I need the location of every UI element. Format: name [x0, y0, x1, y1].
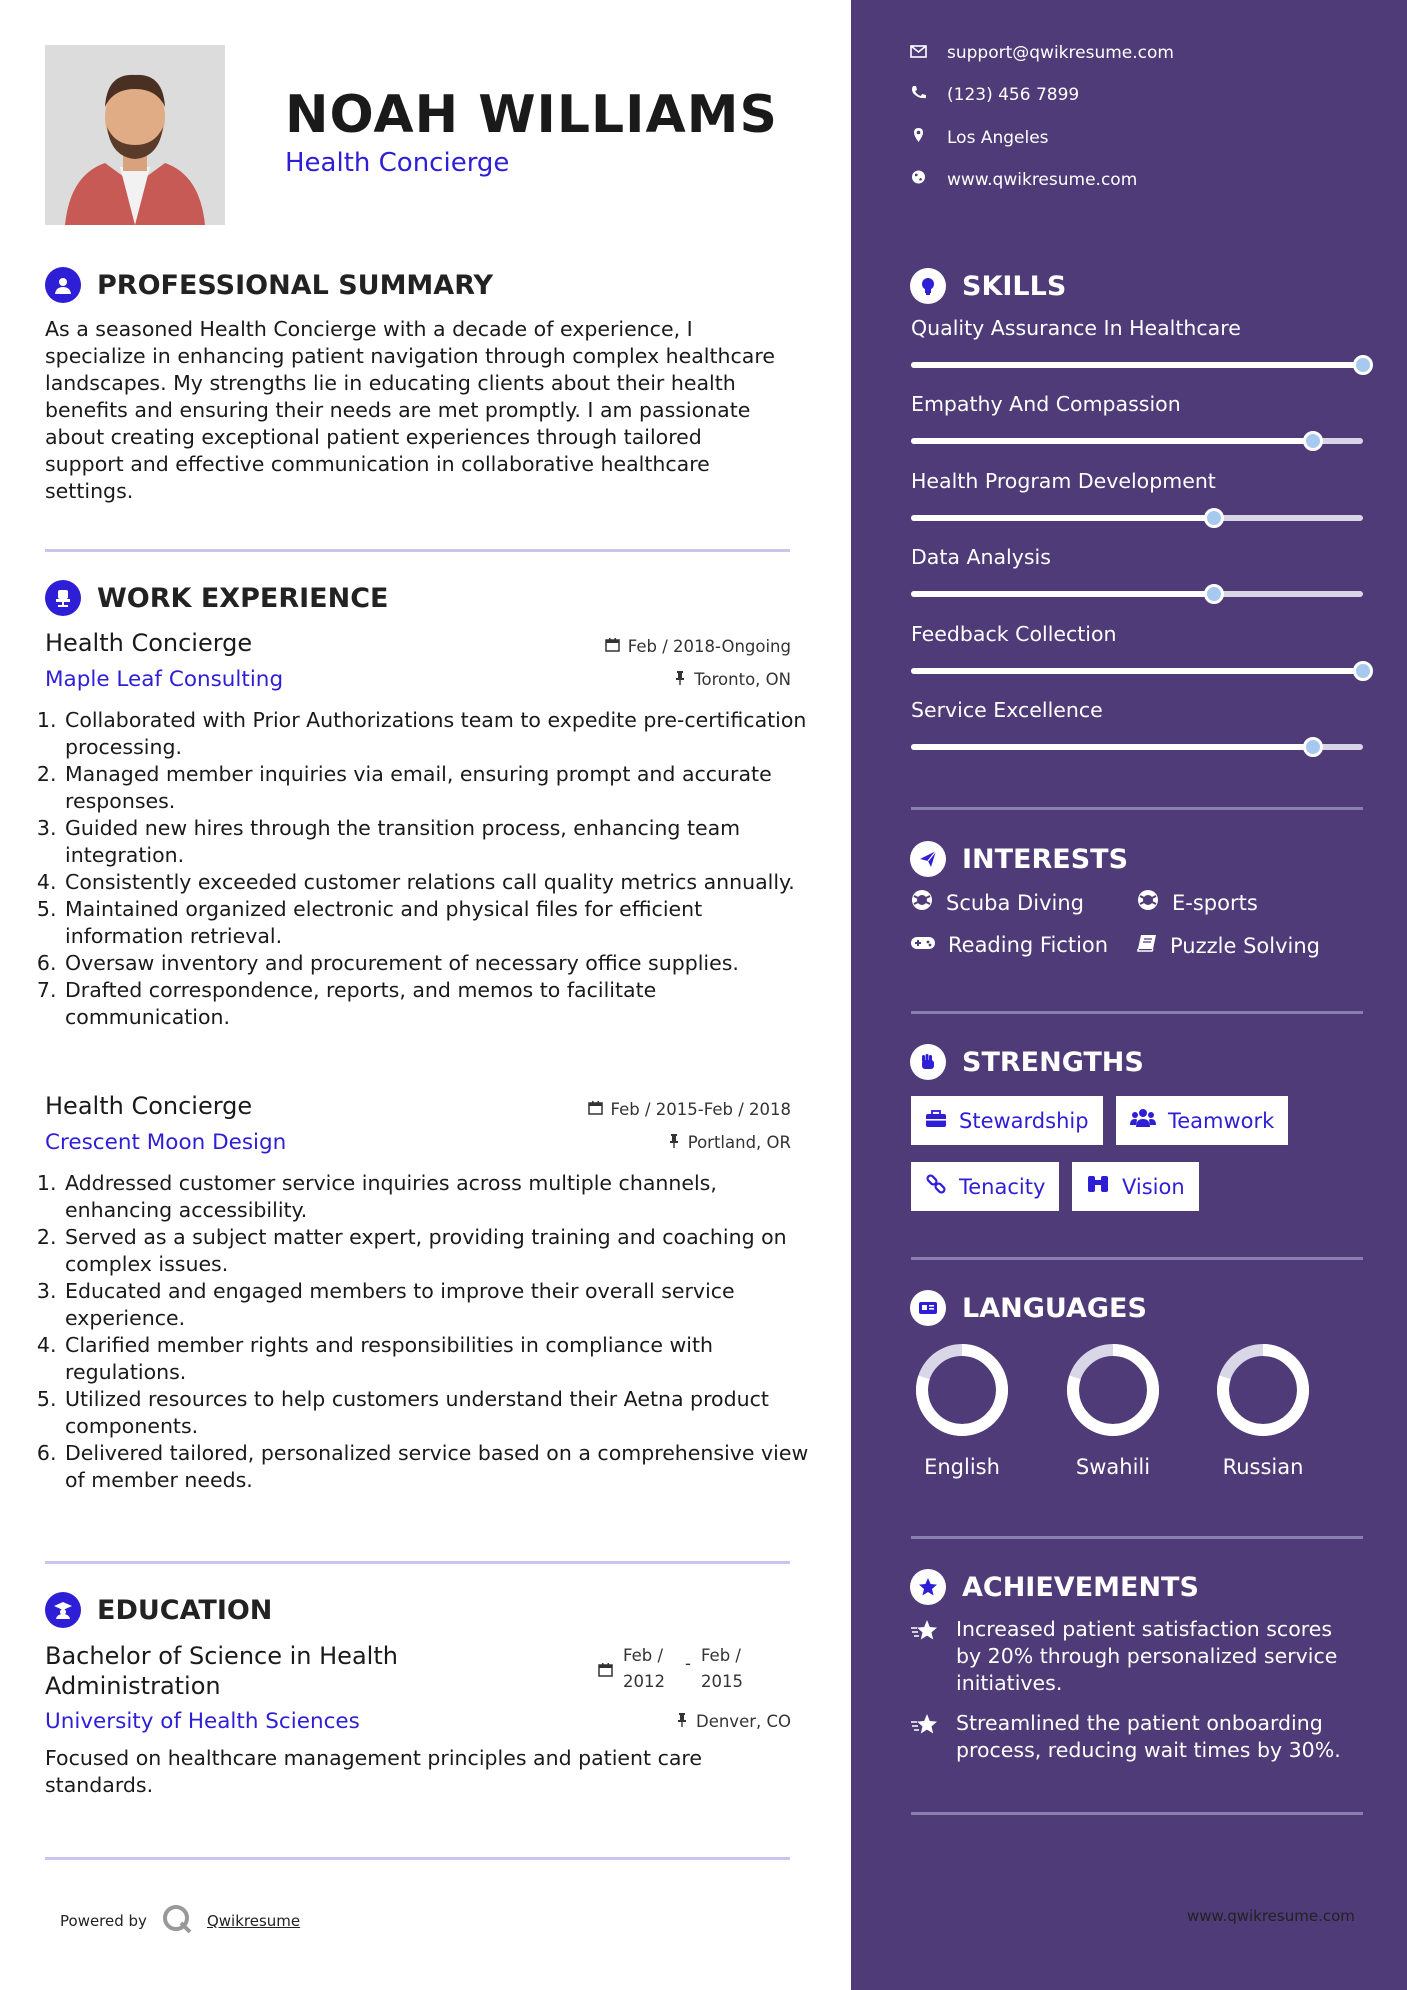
skill-bar-knob — [1353, 661, 1373, 681]
interest-label: E-sports — [1172, 890, 1258, 915]
list-item: 3. Educated and engaged members to improve their overall service experience. — [63, 1278, 813, 1332]
skill-bar — [911, 744, 1363, 750]
skill-bar — [911, 438, 1363, 444]
strength-chip — [911, 1162, 1059, 1211]
skill-bar-knob — [1204, 508, 1224, 528]
candidate-name: NOAH WILLIAMS — [285, 85, 778, 145]
contact-website[interactable] — [910, 169, 1137, 190]
chair-icon — [45, 580, 81, 616]
education-dates — [598, 1643, 743, 1695]
id-card-icon — [910, 1290, 946, 1326]
interests-heading — [910, 841, 1128, 877]
skill-bar-fill — [911, 362, 1363, 368]
strengths-heading-text: STRENGTHS — [962, 1046, 1144, 1078]
skill-name: Health Program Development — [911, 468, 1216, 493]
education-start — [623, 1643, 675, 1695]
job-bullets — [45, 1170, 813, 1494]
binoculars-icon — [1086, 1174, 1110, 1199]
divider — [911, 1812, 1363, 1815]
skill-bar — [911, 362, 1363, 368]
date-separator: - — [685, 1654, 691, 1673]
strength-label: Vision — [1122, 1174, 1185, 1199]
list-item: 1. Collaborated with Prior Authorizations team to expedite pre-certification processing. — [63, 707, 813, 761]
list-item: 4. Consistently exceeded customer relations call quality metrics annually. — [63, 869, 813, 896]
footer-site[interactable]: www.qwikresume.com — [1187, 1907, 1355, 1925]
divider — [911, 1011, 1363, 1014]
list-item: 2. Managed member inquiries via email, ensuring prompt and accurate responses. — [63, 761, 813, 815]
language-ring — [915, 1343, 1009, 1441]
achievements-heading — [910, 1569, 1199, 1605]
lifebuoy-icon — [1136, 888, 1160, 917]
languages-heading-text: LANGUAGES — [962, 1292, 1147, 1324]
skill-bar — [911, 515, 1363, 521]
location-text: Los Angeles — [947, 127, 1049, 148]
language-label: Swahili — [1075, 1455, 1151, 1479]
interest-label: Scuba Diving — [946, 890, 1084, 915]
pin-icon — [668, 1133, 680, 1152]
divider — [45, 1561, 790, 1564]
strength-chip — [1072, 1162, 1199, 1211]
language-label: English — [924, 1455, 1000, 1479]
profile-photo — [45, 45, 225, 225]
list-item: 1. Addressed customer service inquiries across multiple channels, enhancing accessibility. — [63, 1170, 813, 1224]
language-ring — [1066, 1343, 1160, 1441]
skills-heading — [910, 268, 1066, 304]
job-title: Health Concierge — [45, 1092, 253, 1120]
envelope-icon — [910, 43, 927, 63]
list-item: 2. Served as a subject matter expert, providing training and coaching on complex issues. — [63, 1224, 813, 1278]
achievement-item — [910, 1710, 1360, 1764]
contact-phone[interactable] — [910, 85, 1079, 105]
job-dates — [605, 637, 791, 656]
contact-location — [910, 127, 1049, 148]
strength-label: Tenacity — [959, 1174, 1046, 1199]
list-item: 6. Delivered tailored, personalized service based on a comprehensive view of member needs. — [63, 1440, 813, 1494]
skill-bar-knob — [1353, 355, 1373, 375]
users-icon — [1130, 1108, 1156, 1133]
job-location — [668, 1133, 791, 1152]
summary-heading — [45, 267, 493, 303]
job-location-text: Toronto, ON — [694, 670, 791, 689]
lifebuoy-icon — [910, 888, 934, 917]
strength-chip — [911, 1096, 1103, 1145]
skill-name: Empathy And Compassion — [911, 392, 1181, 417]
divider — [45, 1857, 790, 1860]
candidate-title: Health Concierge — [285, 148, 510, 178]
interest-item — [1136, 933, 1320, 958]
education-end-month: Feb / — [700, 1646, 741, 1665]
email-text: support@qwikresume.com — [947, 43, 1174, 63]
user-icon — [45, 267, 81, 303]
list-item: 4. Clarified member rights and responsibilities in compliance with regulations. — [63, 1332, 813, 1386]
star-badge-icon — [910, 1569, 946, 1605]
skill-bar-fill — [911, 591, 1214, 597]
paper-plane-icon — [910, 841, 946, 877]
book-icon — [1136, 933, 1158, 958]
location-pin-icon — [910, 127, 927, 148]
job-bullets — [45, 707, 813, 1031]
education-end-year: 2015 — [700, 1672, 743, 1691]
experience-heading-text: WORK EXPERIENCE — [97, 582, 389, 614]
language-ring — [1216, 1343, 1310, 1441]
languages-heading — [910, 1290, 1147, 1326]
achievement-item — [910, 1616, 1360, 1697]
education-heading — [45, 1592, 272, 1628]
list-item: 6. Oversaw inventory and procurement of necessary office supplies. — [63, 950, 813, 977]
skill-name: Data Analysis — [911, 545, 1051, 570]
company-name: Maple Leaf Consulting — [45, 667, 284, 692]
job-dates-text: Feb / 2018-Ongoing — [627, 637, 791, 656]
achievement-text: Streamlined the patient onboarding process, reducing wait times by 30%. — [956, 1711, 1341, 1762]
list-item: 7. Drafted correspondence, reports, and memos to facilitate communication. — [63, 977, 813, 1031]
skill-bar-fill — [911, 515, 1214, 521]
star-icon — [910, 1616, 940, 1697]
interest-label: Reading Fiction — [948, 933, 1109, 957]
list-item: 3. Guided new hires through the transition process, enhancing team integration. — [63, 815, 813, 869]
achievements-heading-text: ACHIEVEMENTS — [962, 1571, 1199, 1603]
degree-title: Bachelor of Science in Health Administration — [45, 1642, 398, 1700]
strengths-heading — [910, 1044, 1144, 1080]
education-start-year: 2012 — [623, 1672, 665, 1691]
strength-label: Teamwork — [1168, 1108, 1275, 1133]
company-name: Crescent Moon Design — [45, 1130, 287, 1155]
education-location-text: Denver, CO — [695, 1712, 791, 1731]
interest-item — [910, 933, 1108, 957]
qwikresume-logo-icon — [161, 1903, 193, 1939]
skill-name: Quality Assurance In Healthcare — [911, 316, 1241, 340]
calendar-icon — [588, 1100, 603, 1119]
skill-bar-fill — [911, 438, 1313, 444]
education-heading-text: EDUCATION — [97, 1594, 273, 1626]
skill-bar-fill — [911, 668, 1363, 674]
list-item: 5. Utilized resources to help customers understand their Aetna product components. — [63, 1386, 813, 1440]
brand-link[interactable]: Qwikresume — [206, 1912, 301, 1930]
skill-bar — [911, 591, 1363, 597]
skills-heading-text: SKILLS — [962, 270, 1067, 302]
gamepad-icon — [910, 933, 936, 957]
summary-text: As a seasoned Health Concierge with a decade of experience, I specialize in enhancing patient navigation through complex healthcare landscapes. My strengths lie in educating clients about their health benefits and ensuring their needs are met promptly. I am passionate about creating exceptional patient experiences through tailored support and effective communication in collaborative healthcare settings. — [45, 317, 775, 503]
skill-bar — [911, 668, 1363, 674]
strength-label: Stewardship — [959, 1108, 1089, 1133]
job-dates — [588, 1100, 791, 1119]
calendar-icon — [605, 637, 620, 656]
education-description: Focused on healthcare management principles and patient care standards. — [45, 1746, 703, 1797]
summary-heading-text: PROFESSIONAL SUMMARY — [97, 269, 494, 301]
job-location — [674, 670, 791, 689]
graduate-icon — [45, 1592, 81, 1628]
briefcase-icon — [925, 1109, 947, 1133]
powered-by-text: Powered by — [60, 1912, 147, 1930]
divider — [911, 1536, 1363, 1539]
pin-icon — [676, 1712, 688, 1731]
achievement-text: Increased patient satisfaction scores by 20% through personalized service initiatives. — [956, 1617, 1338, 1695]
skill-name: Service Excellence — [911, 698, 1103, 722]
divider — [45, 549, 790, 552]
strength-chip — [1116, 1096, 1288, 1145]
education-start-month: Feb / — [623, 1646, 664, 1665]
lightbulb-icon — [910, 268, 946, 304]
footer-powered — [60, 1903, 300, 1939]
experience-heading — [45, 580, 388, 616]
job-location-text: Portland, OR — [687, 1133, 791, 1152]
pin-icon — [674, 670, 686, 689]
job-dates-text: Feb / 2015-Feb / 2018 — [610, 1100, 791, 1119]
education-location — [676, 1712, 791, 1731]
job-title: Health Concierge — [45, 629, 253, 657]
list-item: 5. Maintained organized electronic and physical files for efficient information retrieval. — [63, 896, 813, 950]
divider — [911, 807, 1363, 810]
skill-bar-fill — [911, 744, 1313, 750]
link-icon — [925, 1173, 947, 1200]
school-name: University of Health Sciences — [45, 1709, 360, 1734]
website-text: www.qwikresume.com — [947, 169, 1138, 190]
interests-heading-text: INTERESTS — [962, 843, 1129, 875]
calendar-icon — [598, 1659, 613, 1685]
contact-email[interactable] — [910, 43, 1174, 63]
star-icon — [910, 1710, 940, 1764]
phone-text: (123) 456 7899 — [947, 85, 1080, 105]
interest-item — [910, 888, 1084, 917]
interest-label: Puzzle Solving — [1170, 933, 1320, 958]
skill-bar-knob — [1204, 584, 1224, 604]
fist-icon — [910, 1044, 946, 1080]
phone-icon — [910, 85, 927, 105]
globe-icon — [910, 169, 927, 190]
divider — [911, 1257, 1363, 1260]
skill-name: Feedback Collection — [911, 621, 1117, 646]
education-end — [701, 1643, 743, 1695]
interest-item — [1136, 888, 1258, 917]
language-label: Russian — [1222, 1455, 1304, 1479]
